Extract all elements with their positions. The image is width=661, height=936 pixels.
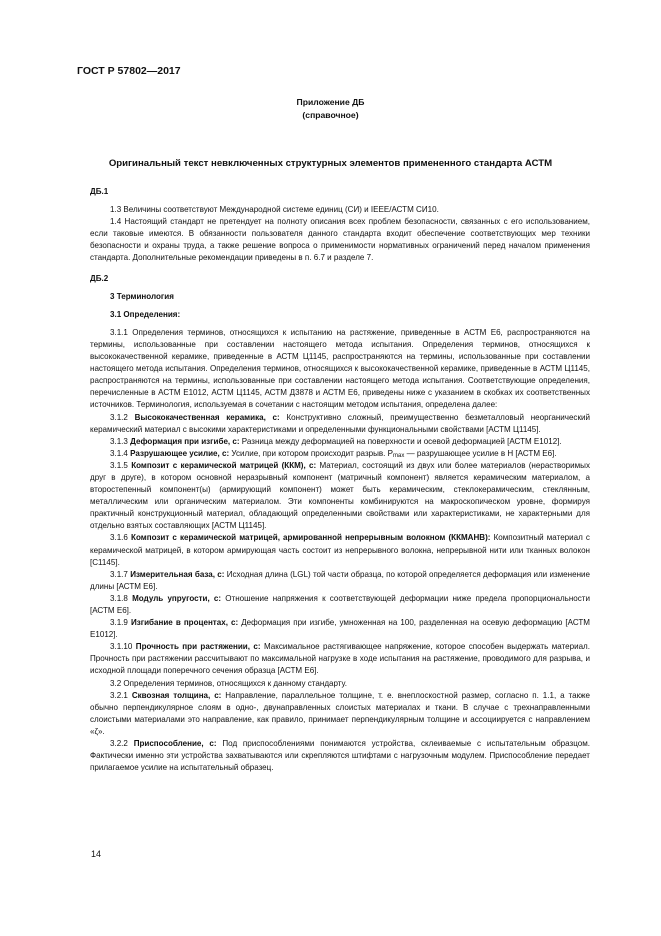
- section-db2-heading: ДБ.2: [90, 273, 109, 283]
- definition: Конструктивно сложный, преимущественно безметалловый неорганический керамический материал с высокими характеристиками и определенными функциональными свойствами [АСТМ Ц1145].: [90, 412, 590, 434]
- term: Приспособление, с:: [133, 739, 217, 749]
- clause-number: 3.1.8: [110, 593, 128, 603]
- clause-number: 3.1.9: [110, 618, 128, 628]
- paragraph-3-1-7: [90, 569, 590, 593]
- term: Композит с керамической матрицей (ККМ), с:: [131, 460, 317, 470]
- term: Измерительная база, с:: [130, 569, 225, 579]
- document-body: [90, 186, 590, 774]
- definition: Направление, параллельное толщине, т. е. внеплоскостной размер, согласно п. 1.1, а также обычно перпендикулярное слоям в одно-, двунаправленных слоистых материалах и ткани. В случае с трехнаправленными слоистыми материалами это направление, как правило, принимает перпендикулярным толщине и ассоциируется с направлением «ζ».: [90, 690, 590, 736]
- paragraph-3-1-4: [90, 448, 590, 460]
- annex-title: Приложение ДБ: [296, 97, 365, 107]
- clause-number: 3.1.4: [110, 448, 128, 458]
- paragraph-3-1-5: [90, 460, 590, 533]
- term: Модуль упругости, с:: [132, 593, 222, 603]
- definition: Усилие, при котором происходит разрыв. P: [231, 448, 394, 458]
- term: Высококачественная керамика, с:: [134, 412, 280, 422]
- clause-number: 3.1.3: [110, 436, 128, 446]
- definition: Исходная длина (LGL) той части образца, по которой определяется деформация или изменение длины [АСТМ Е6].: [90, 569, 590, 591]
- paragraph-3-1-10: [90, 641, 590, 677]
- paragraph-3-2-1: [90, 690, 590, 738]
- clause-number: 3.1.6: [110, 533, 128, 543]
- clause-number: 3.1.2: [110, 412, 128, 422]
- clause-number: 3.1.7: [110, 569, 128, 579]
- definition: Максимальное растягивающее напряжение, которое способен выдержать материал. Прочность при растяжении рассчитывают по максимальной нагрузке в ходе испытания на растяжение, проводимого для разрыва, и исходной площади поперечного сечения образца [АСТМ Е6].: [90, 642, 590, 676]
- annex-subtitle: (справочное): [302, 110, 359, 120]
- paragraph-3-1-6: [90, 532, 590, 568]
- term: Деформация при изгибе, с:: [130, 436, 240, 446]
- page-number: 14: [91, 849, 102, 859]
- definition: Под приспособлениями понимаются устройства, склеиваемые с испытательным образцом. Фактически именно эти устройства захватываются или скрепляются штифтами с нагрузочным модулем. Приспособление передает прилагаемое усилие на испытательный образец.: [90, 739, 590, 773]
- term: Разрушающее усилие, с:: [130, 448, 230, 458]
- paragraph-3-1-8: [90, 593, 590, 617]
- term: Сквозная толщина, с:: [131, 690, 222, 700]
- term: Изгибание в процентах, с:: [130, 618, 239, 628]
- section-db1-heading: ДБ.1: [90, 187, 109, 196]
- paragraph-3-1-2: [90, 412, 590, 436]
- paragraph-3-1-3: [90, 436, 590, 448]
- subscript: max: [393, 452, 405, 459]
- paragraph-3-1-1: 3.1.1 Определения терминов, относящихся к испытанию на растяжение, приведенные в АСТМ Е6, распространяются на термины, использованные при составлении настоящего метода испытания. Определения терминов, относящихся к высококачественной керамике, приведенные в АСТМ Ц1145, распространяются на термины, использованные при составлении настоящего метода испытания. Определения терминов, относящихся к высококачественной керамике, приведенные в АСТМ Ц1145, распространяются на термины, использованные при составлении настоящего метода испытания. Соответствующие определения, перечисленные в АСТМ Е1012, АСТМ Ц1145, АСТМ Д3878 и АСТМ Е6, приведены ниже с указанием в скобках их соответственных источников. Терминология, используемая в сочетании с настоящим методом испытания, определена далее:: [90, 327, 590, 410]
- clause-number: 3.2.2: [110, 739, 128, 749]
- paragraph-1-3: 1.3 Величины соответствуют Международной системе единиц (СИ) и IEEE/АСТМ СИ10.: [110, 205, 439, 215]
- paragraph-3-2-2: [90, 738, 590, 774]
- paragraph-3-2: 3.2 Определения терминов, относящихся к данному стандарту.: [110, 678, 348, 688]
- document-code: ГОСТ Р 57802—2017: [77, 65, 181, 77]
- definition: Материал, состоящий из двух или более материалов (нерастворимых друг в друге), в котором основной неразрывный компонент (матричный компонент) является керамическим материалом, а второстепенный компонент(ы) (армирующий компонент) может быть керамическим, стеклокерамическим, стеклянным, металлическим или органическим материалом. Эти компоненты комбинируются на макроскопическом уровне, формируя практичный конструкционный материал, обладающий определенными свойствами или характеристиками, не характерными для отдельно взятых составляющих [АСТМ Ц1145].: [90, 460, 590, 531]
- clause-number: 3.1.10: [110, 642, 133, 652]
- heading-terminology: 3 Терминология: [110, 291, 174, 301]
- term: Прочность при растяжении, с:: [135, 642, 261, 652]
- definition: Разница между деформацией на поверхности и осевой деформацией [АСТМ Е1012].: [241, 436, 562, 446]
- clause-number: 3.1.5: [110, 460, 128, 470]
- heading-definitions: 3.1 Определения:: [110, 309, 181, 319]
- definition-cont: — разрушающее усилие в Н [АСТМ Е6].: [404, 448, 557, 458]
- definition: Композитный материал с керамической матрицей, в котором армирующая часть состоит из непрерывного волокна, непрерывной нити или тканных волокон [C1145].: [90, 533, 590, 567]
- term: Композит с керамической матрицей, армированной непрерывным волокном (ККМАНВ):: [131, 533, 491, 543]
- definition: Отношение напряжения к соответствующей деформации ниже предела пропорциональности [АСТМ Е6].: [90, 593, 590, 615]
- paragraph-1-4: 1.4 Настоящий стандарт не претендует на полноту описания всех проблем безопасности, связанных с его использованием, если таковые имеются. В обязанности пользователя данного стандарта входит обеспечение соответствующих мер техники безопасности и охраны труда, а также решение вопроса о применимости нормативных ограничений перед началом применения стандарта. Дополнительные рекомендации приведены в п. 6.7 и разделе 7.: [90, 217, 590, 263]
- paragraph-3-1-9: [90, 617, 590, 641]
- section-title: Оригинальный текст невключенных структурных элементов примененного стандарта АСТМ: [108, 158, 553, 169]
- definition: Деформация при изгибе, умноженная на 100, разделенная на осевую деформацию [АСТМ Е1012].: [90, 618, 590, 640]
- clause-number: 3.2.1: [110, 690, 128, 700]
